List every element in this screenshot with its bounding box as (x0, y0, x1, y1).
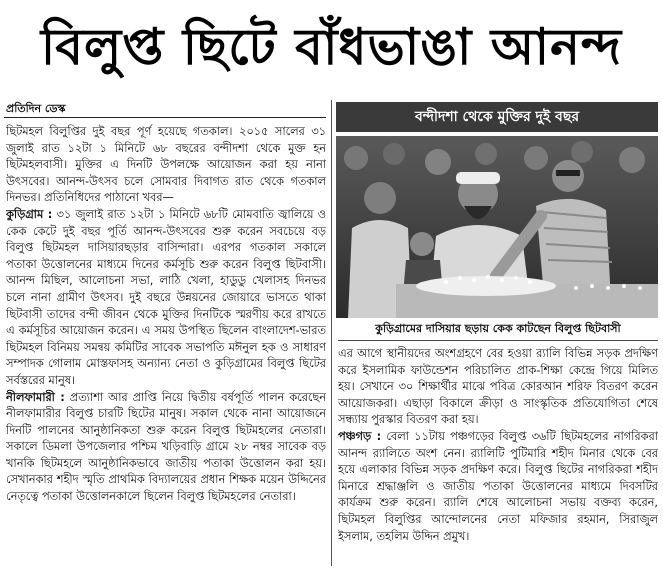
nilphamari-text: প্রত্যাশা আর প্রাপ্তি নিয়ে দ্বিতীয় বর্ষপূর্তি পালন করেছেন নীলফামারীর বিলুপ্ত চারটি ছিটের মানুষ। সকাল থেকে নানা আয়োজনে দিনটি পালনের আনুষ্ঠানিকতা শুরু করেন বিলুপ্ত ছিটমহলের নেতারা। সকালে ডিমলা উপজেলার পশ্চিম খড়িবাড়ি গ্রামে ২৮ নম্বর সাবেক বড় খানকি ছিটমহলে আনুষ্ঠানিকভাবে জাতীয় পতাকা উত্তোলন করা হয়। সেখানকার শহীদ স্মৃতি প্রাথমিক বিদ্যালয়ের প্রধান শিক্ষক ময়েন উদ্দিনের নেতৃত্বে পতাকা উত্তোলনকালে ছিলেন বিলুপ্ত ছিটমহলের নেতারা। (6, 390, 326, 504)
news-photo (336, 136, 658, 318)
kurigram-paragraph (6, 207, 326, 390)
panchagarh-text: বেলা ১১টায় পঞ্চগড়ের বিলুপ্ত ৩৬টি ছিটমহলের নাগরিকরা আনন্দ র‌্যালিতে অংশ নেন। র‌্যালিটি পুটিমারি শহীদ মিনার থেকে বের হয়ে এলাকার বিভিন্ন সড়ক প্রদক্ষিণ করে। বিলুপ্ত ছিটের নাগরিকরা শহীদ মিনারে শ্রদ্ধাঞ্জলি ও জাতীয় পতাকা উত্তোলনের মাধ্যমে দিবসটির কার্যক্রম শুরু করেন। র‌্যালি শেষে আলোচনা সভায় বক্তব্য করেন, ছিটমহল বিলুপ্তির আন্দোলনের নেতা মফিজার রহমান, সিরাজুল ইসলাম, তহলিম উদ্দিন প্রমুখ। (338, 429, 658, 543)
nilphamari-label: নীলফামারী : (6, 390, 65, 404)
rally-paragraph: এর আগে স্থানীয়দের অংশগ্রহণে বের হওয়া র‌্যালি বিভিন্ন সড়ক প্রদক্ষিণ করে ইসলামিক ফাউন্ডেশন পরিচালিত প্রাক-শিক্ষা কেন্দ্রে গিয়ে মিলিত হয়। সেখানে ৩০ শিক্ষার্থীর মাঝে পবিত্র কোরআন শরিফ বিতরণ করেন আয়োজকরা। এছাড়া বিকালে ক্রীড়া ও সাংস্কৃতিক প্রতিযোগিতা শেষে সন্ধ্যায় পুরস্কার বিতরণ করা হয়। (338, 347, 658, 427)
byline-rule (4, 117, 326, 118)
byline: প্রতিদিন ডেস্ক (6, 102, 66, 115)
left-column (6, 124, 326, 568)
photo-caption: কুড়িগ্রামের দাসিয়ার ছড়ায় কেক কাটছেন বিলুপ্ত ছিটবাসী (338, 320, 658, 341)
right-column (338, 346, 658, 568)
panchagarh-paragraph (338, 429, 658, 545)
intro-paragraph: ছিটমহল বিলুপ্তির দুই বছর পূর্ণ হয়েছে গতকাল। ২০১৫ সালের ৩১ জুলাই রাত ১২টা ১ মিনিটে ৬৮ বছরের বন্দীদশা থেকে মুক্ত হন ছিটমহলবাসী। মুক্তির এ দিনটি উপলক্ষে আয়োজন করা হয় নানা উৎসবের। আনন্দ-উৎসব চলে সোমবার দিবাগত রাত থেকে গতকাল দিনভর। প্রতিনিধিদের পাঠানো খবর— (6, 125, 326, 205)
headline: বিলুপ্ত ছিটে বাঁধভাঙা আনন্দ (40, 17, 623, 76)
nilphamari-paragraph (6, 390, 326, 506)
column-divider (331, 100, 332, 566)
kurigram-text: ৩১ জুলাই রাত ১২টা ১ মিনিটে ৬৮টি মোমবাতি জ্বালিয়ে ও কেক কেটে দুই বছর পূর্তি আনন্দ-উৎসবের শুরু করেন সবচেয়ে বড় বিলুপ্ত ছিটমহল দাসিয়ারছড়ার বাসিন্দারা। এরপর গতকাল সকালে পতাকা উত্তোলনের মাধ্যমে দিনের কর্মসূচি শুরু করেন বিলুপ্ত ছিটবাসী। আনন্দ মিছিল, আলোচনা সভা, লাঠি খেলা, হাডুডু খেলাসহ দিনভর চলে নানা গ্রামীণ উৎসব। দুই বছরে উন্নয়নের জোয়ারে ভাসতে থাকা ছিটবাসী তাদের বন্দী জীবন থেকে মুক্তির দিনটিকে স্মরণীয় করে রাখতে এ কর্মসূচির আয়োজন করেন। এ সময় উপস্থিত ছিলেন বাংলাদেশ-ভারত ছিটমহল বিনিময় সমন্বয় কমিটির সাবেক সভাপতি মঈনুল হক ও সাধারণ সম্পাদক গোলাম মোস্তফাসহ অন্যান্য নেতা ও কুড়িগ্রামের বিলুপ্ত ছিটের সর্বস্তরের মানুষ। (6, 207, 326, 387)
panchagarh-label: পঞ্চগড় : (338, 429, 382, 443)
kurigram-label: কুড়িগ্রাম : (6, 207, 53, 221)
sidebar-subheading: বন্দীদশা থেকে মুক্তির দুই বছর (336, 102, 658, 132)
